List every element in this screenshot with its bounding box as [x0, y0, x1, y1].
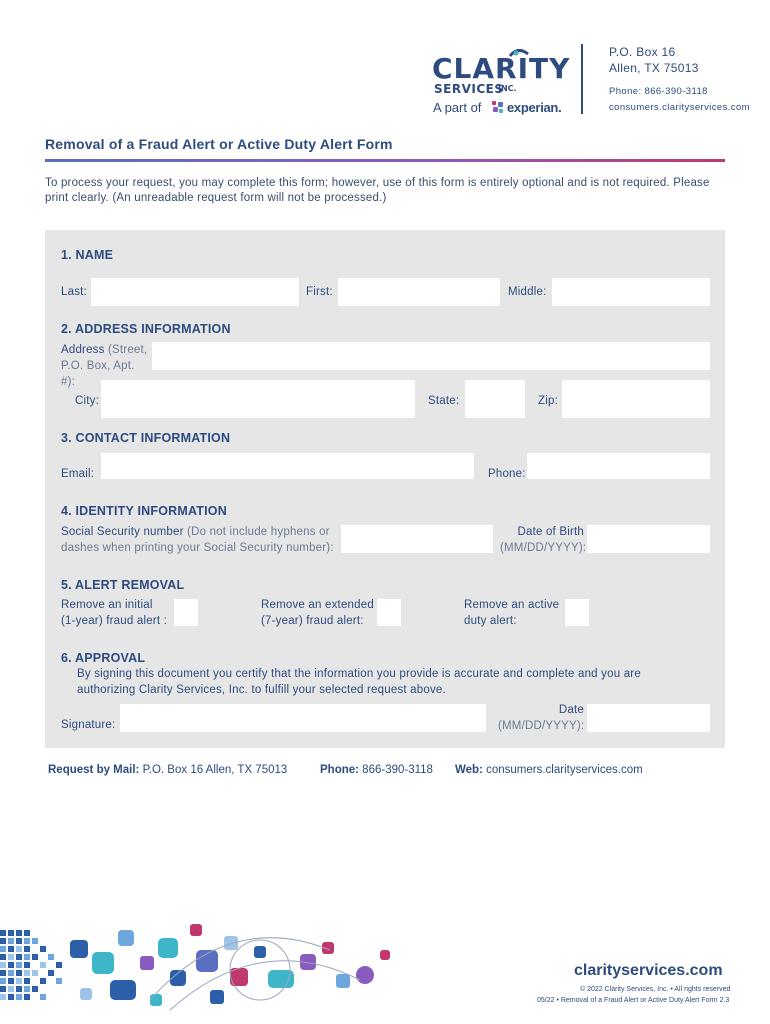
extended-alert-checkbox[interactable]	[377, 599, 401, 626]
dob-label-hint: (MM/DD/YYYY):	[500, 542, 587, 554]
intro-line1: To process your request, you may complete this form; however, use of this form is entirely optional and is not required. Please	[45, 177, 710, 189]
header-address-line1: P.O. Box 16	[609, 45, 676, 59]
phone-input[interactable]	[527, 453, 710, 479]
footer-copyright: © 2022 Clarity Services, Inc. • All rights reserved	[580, 986, 731, 993]
section-contact-title: 3. CONTACT INFORMATION	[61, 431, 231, 445]
ssn-label-hint2: dashes when printing your Social Security number):	[61, 542, 334, 554]
active-duty-alert-checkbox[interactable]	[565, 599, 589, 626]
mail-value: P.O. Box 16 Allen, TX 75013	[139, 764, 288, 776]
email-label: Email:	[61, 468, 95, 480]
approval-text-line1: By signing this document you certify that the information you provide is accurate and complete and you are	[77, 668, 641, 680]
logo-main-text: CLARITY	[432, 52, 571, 85]
web-label: Web:	[455, 764, 483, 776]
last-name-input[interactable]	[91, 278, 299, 306]
active-duty-alert-label-1: Remove an active	[464, 599, 560, 611]
address-label-main: Address	[61, 344, 105, 356]
city-label: City:	[75, 395, 99, 407]
header-divider	[581, 44, 583, 114]
first-name-label: First:	[306, 286, 333, 298]
dob-label	[500, 524, 587, 556]
footer-form-id: 05/22 • Removal of a Fraud Alert or Active Duty Alert Form 2.3	[537, 997, 730, 1004]
email-input[interactable]	[101, 453, 474, 479]
section-alert-title: 5. ALERT REMOVAL	[61, 578, 185, 592]
signature-input[interactable]	[120, 704, 486, 732]
initial-alert-label-2: (1-year) fraud alert :	[61, 615, 168, 627]
date-input[interactable]	[587, 704, 710, 732]
state-input[interactable]	[465, 380, 525, 418]
mail-label: Request by Mail:	[48, 764, 140, 776]
header-address-line2: Allen, TX 75013	[609, 61, 699, 75]
middle-name-label: Middle:	[508, 286, 547, 298]
address-input[interactable]	[152, 342, 710, 370]
footer-phone-label: Phone:	[320, 764, 359, 776]
section-approval-title: 6. APPROVAL	[61, 651, 146, 665]
zip-label: Zip:	[538, 395, 558, 407]
date-label	[498, 702, 584, 734]
active-duty-alert-label-2: duty alert:	[464, 615, 517, 627]
section-address-title: 2. ADDRESS INFORMATION	[61, 322, 231, 336]
initial-alert-checkbox[interactable]	[174, 599, 198, 626]
middle-name-input[interactable]	[552, 278, 710, 306]
web-value: consumers.clarityservices.com	[482, 764, 643, 776]
first-name-input[interactable]	[338, 278, 500, 306]
title-underline	[45, 159, 725, 162]
last-name-label: Last:	[61, 286, 87, 298]
city-input[interactable]	[101, 380, 415, 418]
signature-label: Signature:	[61, 719, 116, 731]
dob-label-main: Date of Birth	[517, 526, 584, 538]
phone-label: Phone:	[488, 468, 526, 480]
ssn-label-hint: (Do not include hyphens or	[183, 526, 330, 538]
extended-alert-label-1: Remove an extended	[261, 599, 374, 611]
footer-phone-value: 866-390-3118	[358, 764, 433, 776]
header-phone: Phone: 866-390-3118	[609, 86, 708, 97]
page-title: Removal of a Fraud Alert or Active Duty Alert Form	[45, 136, 393, 152]
active-duty-alert-label	[464, 597, 564, 629]
ssn-input[interactable]	[341, 525, 493, 553]
header-website: consumers.clarityservices.com	[609, 102, 750, 113]
address-label-hint2: P.O. Box, Apt. #):	[61, 360, 135, 388]
initial-alert-label-1: Remove an initial	[61, 599, 153, 611]
footer-site: clarityservices.com	[574, 962, 723, 979]
date-label-main: Date	[558, 704, 584, 716]
mail-request	[48, 764, 287, 776]
web-request	[455, 764, 643, 776]
initial-alert-label	[61, 597, 173, 629]
extended-alert-label	[261, 597, 379, 629]
intro-line2: print clearly. (An unreadable request form will not be processed.)	[45, 192, 387, 204]
logo-inc-text: INC.	[498, 84, 517, 93]
dob-input[interactable]	[587, 525, 710, 553]
part-of-label: A part of	[433, 100, 482, 115]
section-name-title: 1. NAME	[61, 248, 114, 262]
zip-input[interactable]	[562, 380, 710, 418]
phone-request	[320, 764, 433, 776]
extended-alert-label-2: (7-year) fraud alert:	[261, 615, 364, 627]
experian-text: experian.	[507, 100, 562, 115]
ssn-label-main: Social Security number	[61, 526, 184, 538]
section-identity-title: 4. IDENTITY INFORMATION	[61, 504, 227, 518]
logo-sub-text: SERVICES	[434, 82, 504, 96]
address-label-hint: (Street,	[104, 344, 148, 356]
state-label: State:	[428, 395, 460, 407]
date-label-hint: (MM/DD/YYYY):	[498, 720, 585, 732]
experian-logo-icon	[491, 100, 505, 116]
ssn-label	[61, 524, 351, 556]
approval-text-line2: authorizing Clarity Services, Inc. to fulfill your selected request above.	[77, 684, 446, 696]
pixel-grid	[0, 930, 62, 1000]
decorative-pixel-art	[0, 910, 400, 1022]
